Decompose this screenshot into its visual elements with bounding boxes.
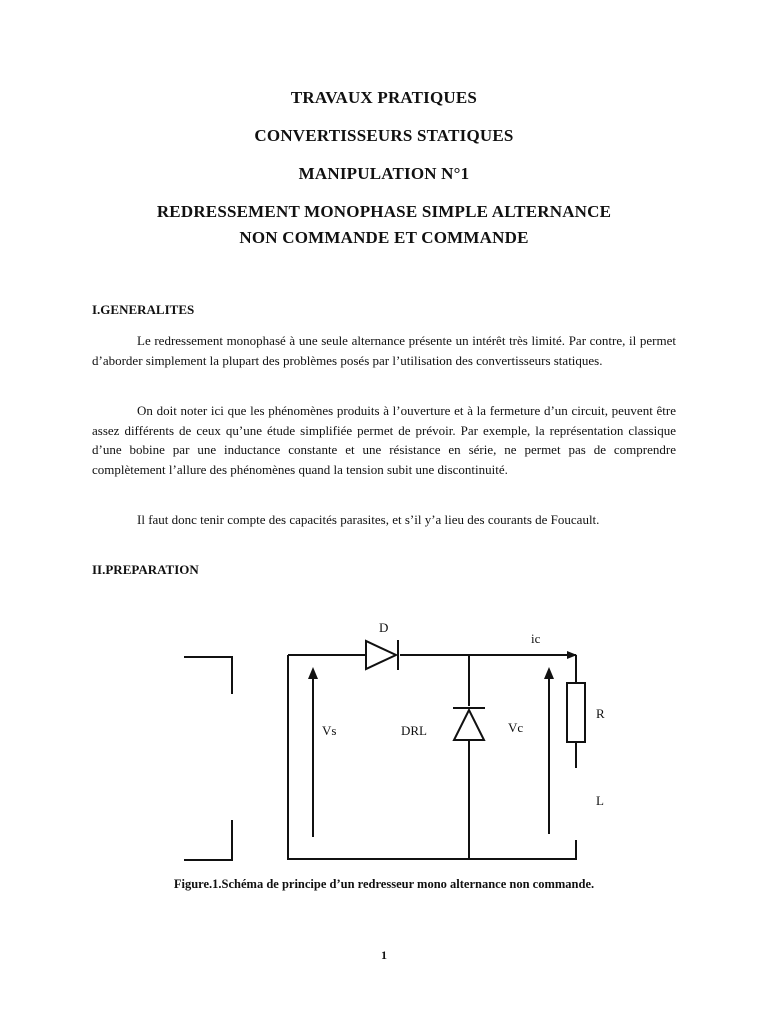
section-heading-preparation: II.PREPARATION [92, 562, 199, 577]
label-diode-d: D [379, 620, 389, 635]
source-terminal-bottom [184, 820, 232, 860]
paragraph-2: On doit noter ici que les phénomènes produits à l’ouverture et à la fermeture d’un circuit, peuvent être assez différents de ceux qu’une étude simplifiée permet de prévoir. Par exemple, la représentation classique d’une bobine par une inductance constante et une résistance en série, ne permet pas de comprendre complètement l’allure des phénomènes quand la tension subit une discontinuité. [92, 403, 676, 477]
circuit-diagram [0, 600, 768, 870]
title-line-1: TRAVAUX PRATIQUES [290, 88, 478, 107]
voltage-arrow-vc [544, 667, 554, 834]
diode-drl [453, 708, 485, 740]
title-line-3: MANIPULATION N°1 [298, 164, 470, 183]
figure-caption: Figure.1.Schéma de principe d’un redresseur mono alternance non commande. [173, 877, 595, 891]
label-current-ic: ic [531, 631, 541, 646]
page-number: 1 [381, 948, 387, 962]
label-diode-drl: DRL [401, 723, 427, 738]
source-terminal-top [184, 657, 232, 694]
section-heading-generalites: I.GENERALITES [92, 302, 195, 317]
voltage-arrow-vs [308, 667, 318, 837]
paragraph-3: Il faut donc tenir compte des capacités parasites, et s’il y’a lieu des courants de Foucault. [137, 512, 600, 527]
diode-d [366, 640, 398, 670]
paragraph-1: Le redressement monophasé à une seule alternance présente un intérêt très limité. Par contre, il permet d’aborder simplement la plupart des problèmes posés par l’utilisation des convertisseurs statiques. [92, 333, 676, 368]
label-inductor-l: L [596, 793, 604, 808]
title-line-4: REDRESSEMENT MONOPHASE SIMPLE ALTERNANCE [156, 202, 612, 221]
resistor-r [567, 683, 585, 742]
label-voltage-vs: Vs [322, 723, 337, 738]
label-voltage-vc: Vc [508, 720, 524, 735]
label-resistor-r: R [596, 706, 605, 721]
title-line-2: CONVERTISSEURS STATIQUES [254, 126, 514, 145]
title-line-5: NON COMMANDE ET COMMANDE [239, 228, 529, 247]
